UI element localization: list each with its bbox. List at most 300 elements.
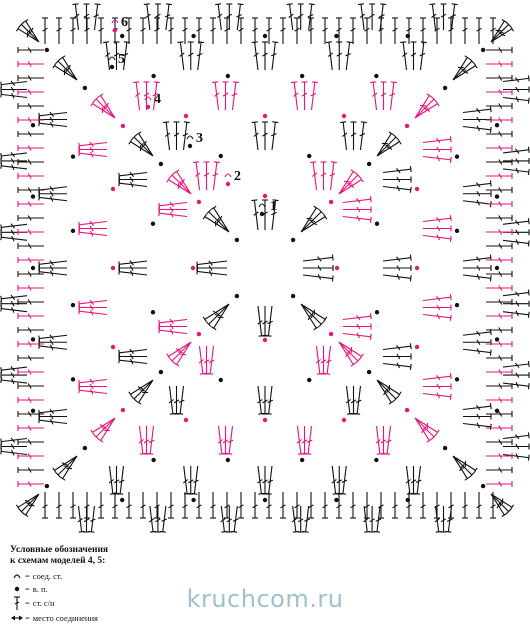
chain-stitch-dot [263, 418, 267, 422]
border-stitch [18, 75, 44, 81]
border-stitch [70, 18, 76, 44]
chain-stitch-dot [159, 370, 163, 374]
border-stitch [18, 215, 44, 221]
legend-title-line-1: Условные обозначения [10, 545, 270, 556]
double-crochet-stitch [159, 324, 187, 330]
corner-stitch [453, 456, 474, 477]
chain-stitch-dot [375, 222, 379, 226]
double-crochet-stitch [79, 142, 107, 149]
border-stitch [18, 439, 44, 445]
border-stitch [486, 397, 512, 403]
corner-stitch [56, 456, 77, 477]
chain-stitch-dot [405, 124, 409, 128]
double-crochet-stitch [369, 4, 375, 30]
double-crochet-stitch [197, 265, 227, 271]
corner-stitch [301, 304, 319, 330]
chain-stitch-dot [191, 498, 195, 502]
double-crochet-stitch [303, 265, 333, 271]
double-crochet-stitch [302, 82, 308, 110]
border-stitch [18, 355, 44, 361]
chain-stitch-dot [263, 498, 267, 502]
border-stitch [486, 117, 512, 123]
border-stitch [486, 243, 512, 249]
double-crochet-stitch [163, 122, 170, 150]
chain-stitch-dot [481, 48, 485, 52]
double-crochet-stitch [103, 42, 110, 70]
corner-stitch [19, 22, 39, 42]
corner-stitch [453, 63, 477, 80]
double-crochet-stitch [379, 4, 386, 30]
border-stitch [18, 425, 44, 431]
double-crochet-stitch [1, 372, 27, 378]
border-stitch [486, 285, 512, 291]
corner-stitch [16, 494, 38, 510]
chain-stitch-dot [260, 212, 264, 216]
border-stitch [18, 131, 44, 137]
double-crochet-stitch [39, 409, 67, 416]
double-crochet-stitch [79, 221, 107, 228]
double-crochet-stitch [423, 226, 451, 232]
corner-stitch [94, 418, 115, 439]
border-stitch [486, 369, 512, 375]
double-crochet-stitch [429, 4, 436, 30]
double-crochet-stitch [298, 506, 304, 532]
border-stitch [70, 492, 76, 518]
chain-stitch-dot [71, 377, 75, 381]
chain-stitch-dot [71, 303, 75, 307]
corner-stitch [491, 494, 513, 510]
double-crochet-stitch [406, 466, 413, 494]
double-crochet-stitch [423, 156, 451, 163]
chain-stitch-dot [197, 332, 201, 336]
double-crochet-stitch [343, 207, 371, 213]
border-stitch [280, 492, 286, 518]
double-crochet-stitch [119, 172, 147, 179]
double-crochet-stitch [88, 506, 95, 532]
border-stitch [168, 18, 174, 44]
double-crochet-stitch [109, 466, 116, 494]
double-crochet-stitch [79, 384, 107, 390]
double-crochet-stitch [223, 82, 229, 110]
corner-stitch [377, 380, 398, 401]
chain-stitch-dot [443, 446, 447, 450]
double-crochet-stitch [292, 506, 299, 532]
double-crochet-stitch [1, 224, 27, 231]
border-stitch [378, 18, 384, 44]
double-crochet-stitch [423, 136, 451, 143]
row-number-5: 5 [118, 52, 125, 67]
corner-stitch [339, 342, 363, 359]
double-crochet-stitch [423, 314, 451, 321]
chain-stitch-dot [31, 194, 35, 198]
double-crochet-stitch [177, 42, 184, 70]
double-crochet-stitch [316, 346, 323, 374]
double-crochet-stitch [197, 261, 227, 268]
corner-stitch [453, 56, 470, 80]
double-crochet-stitch [463, 274, 491, 281]
double-crochet-stitch [374, 506, 381, 532]
corner-stitch [23, 494, 39, 516]
double-crochet-stitch [221, 506, 228, 532]
corner-stitch [136, 380, 153, 404]
corner-stitch [132, 135, 153, 156]
double-crochet-stitch [174, 122, 180, 150]
chain-stitch-dot [374, 74, 378, 78]
chain-stitch-dot [291, 294, 295, 298]
double-crochet-stitch [188, 466, 194, 494]
border-stitch [18, 173, 44, 179]
double-crochet-stitch [400, 42, 407, 70]
border-stitch [392, 492, 398, 518]
double-crochet-stitch [345, 42, 352, 70]
chain-stitch-dot [415, 345, 419, 349]
corner-stitch [453, 456, 470, 480]
double-crochet-stitch [423, 294, 451, 301]
border-stitch [486, 75, 512, 81]
corner-stitch [91, 101, 115, 118]
border-stitch [486, 313, 512, 319]
border-stitch [252, 492, 258, 518]
double-crochet-stitch [369, 506, 375, 532]
border-stitch [280, 18, 286, 44]
chain-stitch-dot [263, 34, 267, 38]
border-stitch [420, 18, 426, 44]
chain-stitch-dot [300, 458, 304, 462]
border-stitch [168, 492, 174, 518]
chain-stitch-dot [31, 409, 35, 413]
double-crochet-stitch [503, 158, 529, 164]
double-crochet-stitch [236, 4, 243, 30]
double-crochet-stitch [503, 361, 529, 368]
double-crochet-stitch [343, 216, 371, 223]
corner-stitch [301, 304, 327, 322]
border-stitch [42, 492, 48, 518]
border-stitch [18, 103, 44, 109]
border-stitch [486, 187, 512, 193]
double-crochet-stitch [423, 305, 451, 311]
chain-stitch-dot [405, 408, 409, 412]
chain-stitch-dot [307, 154, 311, 158]
border-stitch [486, 229, 512, 235]
border-stitch [98, 18, 104, 44]
double-crochet-stitch [174, 386, 180, 414]
legend-label-chain-stitch: в. п. [33, 584, 48, 594]
chain-stitch-dot [374, 458, 378, 462]
double-crochet-stitch [197, 42, 204, 70]
chain-stitch-dot [495, 337, 499, 341]
corner-stitch [339, 177, 363, 194]
double-crochet-stitch [155, 4, 161, 30]
chain-stitch-dot [71, 229, 75, 233]
corner-stitch [211, 304, 229, 330]
chain-stitch-dot [191, 266, 195, 270]
border-stitch [308, 18, 314, 44]
double-crochet-stitch [78, 506, 85, 532]
row-number-6: 6 [121, 15, 128, 30]
chain-stitch-dot [226, 74, 230, 78]
double-crochet-stitch [39, 112, 67, 119]
double-crochet-stitch [503, 168, 529, 175]
double-crochet-stitch [213, 162, 220, 190]
double-crochet-stitch [159, 202, 187, 209]
double-crochet-stitch [232, 82, 239, 110]
chain-stitch-dot [263, 194, 267, 198]
double-crochet-stitch [262, 122, 268, 150]
chain-stitch-dot [291, 238, 295, 242]
chain-stitch-dot [263, 338, 267, 342]
double-crochet-stitch [302, 426, 308, 454]
double-crochet-stitch [39, 261, 67, 268]
border-stitch [140, 18, 146, 44]
border-stitch [486, 425, 512, 431]
double-crochet-stitch [1, 438, 27, 445]
double-crochet-stitch [411, 42, 417, 70]
border-stitch [196, 18, 202, 44]
chain-stitch-dot [83, 446, 87, 450]
corner-stitch [339, 342, 356, 366]
chain-stitch-dot [334, 498, 338, 502]
border-stitch [112, 492, 118, 518]
border-stitch [56, 18, 62, 44]
double-crochet-stitch [119, 261, 147, 268]
border-stitch [18, 61, 44, 67]
double-crochet-stitch [441, 4, 447, 30]
double-crochet-stitch [144, 4, 151, 30]
double-crochet-stitch [326, 42, 333, 70]
double-crochet-stitch [1, 295, 27, 302]
corner-stitch [129, 139, 153, 156]
double-crochet-stitch [383, 265, 411, 271]
chain-stitch-dot [367, 370, 371, 374]
border-stitch [476, 18, 482, 44]
border-stitch [18, 383, 44, 389]
double-crochet-stitch [212, 82, 219, 110]
border-stitch [84, 18, 90, 44]
double-crochet-stitch [1, 377, 27, 384]
double-crochet-stitch [451, 4, 458, 30]
legend-label-double-crochet: ст. с/н [33, 598, 55, 608]
border-stitch [490, 492, 496, 518]
double-crochet-stitch [503, 432, 529, 439]
chain-stitch-dot [111, 187, 115, 191]
double-crochet-stitch [262, 466, 268, 494]
double-crochet-stitch [383, 354, 411, 360]
row-number-3: 3 [196, 131, 203, 146]
border-stitch [486, 355, 512, 361]
corner-stitch [301, 206, 319, 232]
border-stitch [42, 18, 48, 44]
double-crochet-stitch [463, 423, 491, 430]
chain-stitch-dot [495, 123, 499, 127]
slip-stitch-mark [109, 57, 115, 60]
border-stitch [406, 18, 412, 44]
chain-stitch-dot [455, 377, 459, 381]
double-crochet-stitch [144, 426, 150, 454]
double-crochet-stitch [1, 158, 27, 164]
border-stitch [486, 481, 512, 487]
double-crochet-stitch [1, 152, 27, 159]
double-crochet-stitch [332, 466, 339, 494]
double-crochet-stitch [119, 177, 147, 183]
double-crochet-stitch [1, 306, 27, 313]
double-crochet-stitch [423, 235, 451, 242]
border-stitch [486, 271, 512, 277]
double-crochet-stitch [204, 162, 210, 190]
border-stitch [476, 492, 482, 518]
slip-stitch-mark [259, 204, 265, 207]
corner-stitch [339, 170, 356, 194]
corner-stitch [377, 132, 394, 156]
double-crochet-stitch [287, 4, 294, 30]
double-crochet-stitch [271, 42, 278, 70]
legend-item-join-arrow: = место соединения [10, 611, 270, 624]
legend-item-double-crochet: = ст. с/н [10, 595, 270, 611]
chain-stitch-dot [375, 310, 379, 314]
legend-label-join-arrow: место соединения [33, 613, 98, 623]
double-crochet-stitch [119, 354, 147, 360]
double-crochet-stitch [376, 426, 383, 454]
corner-stitch [170, 342, 191, 363]
corner-stitch [23, 19, 39, 41]
double-crochet-stitch [258, 306, 265, 336]
double-crochet-stitch [463, 348, 491, 355]
chain-stitch-dot [159, 162, 163, 166]
chain-stitch-dot [120, 34, 124, 38]
chain-stitch-dot [329, 200, 333, 204]
chain-stitch-dot [121, 408, 125, 412]
double-crochet-stitch [1, 81, 27, 88]
border-stitch [322, 18, 328, 44]
chain-stitch-dot [443, 86, 447, 90]
chain-stitch-dot [235, 294, 239, 298]
border-stitch [486, 215, 512, 221]
chain-stitch-dot [120, 498, 124, 502]
chain-stitch-dot [191, 34, 195, 38]
double-crochet-stitch [119, 265, 147, 271]
border-stitch [486, 201, 512, 207]
slip-stitch-icon [10, 572, 24, 580]
chain-stitch-dot [219, 378, 223, 382]
corner-stitch [60, 456, 77, 480]
double-crochet-stitch [330, 162, 337, 190]
double-crochet-stitch [503, 444, 529, 450]
double-crochet-stitch [303, 254, 333, 261]
chain-stitch-dot [455, 154, 459, 158]
legend-item-slip-stitch: = соед. ст. [10, 569, 270, 582]
border-stitch [18, 481, 44, 487]
double-crochet-stitch [193, 162, 200, 190]
chain-stitch-dot [219, 154, 223, 158]
border-stitch [18, 327, 44, 333]
corner-stitch [98, 94, 115, 118]
double-crochet-stitch [215, 4, 222, 30]
chain-stitch-dot [184, 114, 188, 118]
border-stitch [486, 103, 512, 109]
border-stitch [98, 492, 104, 518]
chain-stitch-dot [111, 345, 115, 349]
double-crochet-stitch [423, 384, 451, 390]
double-crochet-stitch [383, 177, 411, 183]
corner-stitch [132, 380, 153, 401]
border-stitch [252, 18, 258, 44]
border-stitch [448, 18, 454, 44]
double-crochet-stitch [204, 346, 210, 374]
double-crochet-stitch [94, 4, 101, 30]
double-crochet-stitch [1, 444, 27, 450]
double-crochet-stitch [383, 186, 411, 193]
corner-stitch [53, 63, 77, 80]
double-crochet-stitch [169, 386, 176, 414]
corner-stitch [53, 456, 77, 473]
border-stitch [486, 173, 512, 179]
corner-stitch [19, 494, 39, 514]
border-stitch [486, 47, 512, 53]
corner-stitch [491, 22, 511, 42]
double-crochet-stitch [79, 379, 107, 386]
double-crochet-stitch [258, 386, 265, 414]
border-stitch [18, 201, 44, 207]
corner-stitch [56, 59, 77, 80]
corner-stitch [98, 418, 115, 442]
corner-stitch [377, 139, 401, 156]
double-crochet-stitch [351, 122, 357, 150]
double-crochet-stitch [503, 290, 529, 297]
chain-stitch-dot [184, 418, 188, 422]
double-crochet-stitch [39, 191, 67, 197]
double-crochet-stitch [503, 218, 529, 225]
double-crochet-stitch [503, 454, 529, 461]
chain-stitch-dot [121, 124, 125, 128]
corner-stitch [91, 418, 115, 435]
chain-stitch-dot [334, 34, 338, 38]
double-crochet-stitch [463, 403, 491, 410]
border-stitch [182, 18, 188, 44]
border-stitch [420, 492, 426, 518]
double-crochet-stitch [262, 306, 268, 336]
corner-stitch [415, 97, 436, 118]
chain-stitch-dot [300, 74, 304, 78]
double-crochet-stitch [463, 106, 491, 113]
double-crochet-stitch [311, 82, 318, 110]
double-crochet-stitch [183, 466, 190, 494]
double-crochet-stitch [218, 426, 225, 454]
double-crochet-stitch [310, 162, 317, 190]
double-crochet-stitch [383, 166, 411, 173]
double-crochet-stitch [303, 506, 310, 532]
double-crochet-stitch [39, 335, 67, 342]
border-stitch [154, 492, 160, 518]
double-crochet-stitch [139, 426, 146, 454]
border-stitch [486, 159, 512, 165]
corner-stitch [377, 380, 394, 404]
chain-stitch-dot [197, 200, 201, 204]
border-stitch [486, 145, 512, 151]
border-stitch [18, 257, 44, 263]
chain-stitch-dot [188, 144, 192, 148]
row-number-2: 2 [234, 169, 241, 184]
double-crochet-stitch [343, 324, 371, 330]
chain-stitch-dot [45, 48, 49, 52]
corner-stitch [129, 380, 153, 397]
double-crochet-stitch [423, 215, 451, 222]
double-crochet-stitch [251, 200, 258, 230]
slip-stitch-mark [187, 136, 193, 139]
double-crochet-stitch [503, 97, 529, 104]
border-stitch [182, 492, 188, 518]
double-crochet-stitch [159, 207, 187, 213]
border-stitch [196, 492, 202, 518]
double-crochet-stitch [149, 506, 156, 532]
